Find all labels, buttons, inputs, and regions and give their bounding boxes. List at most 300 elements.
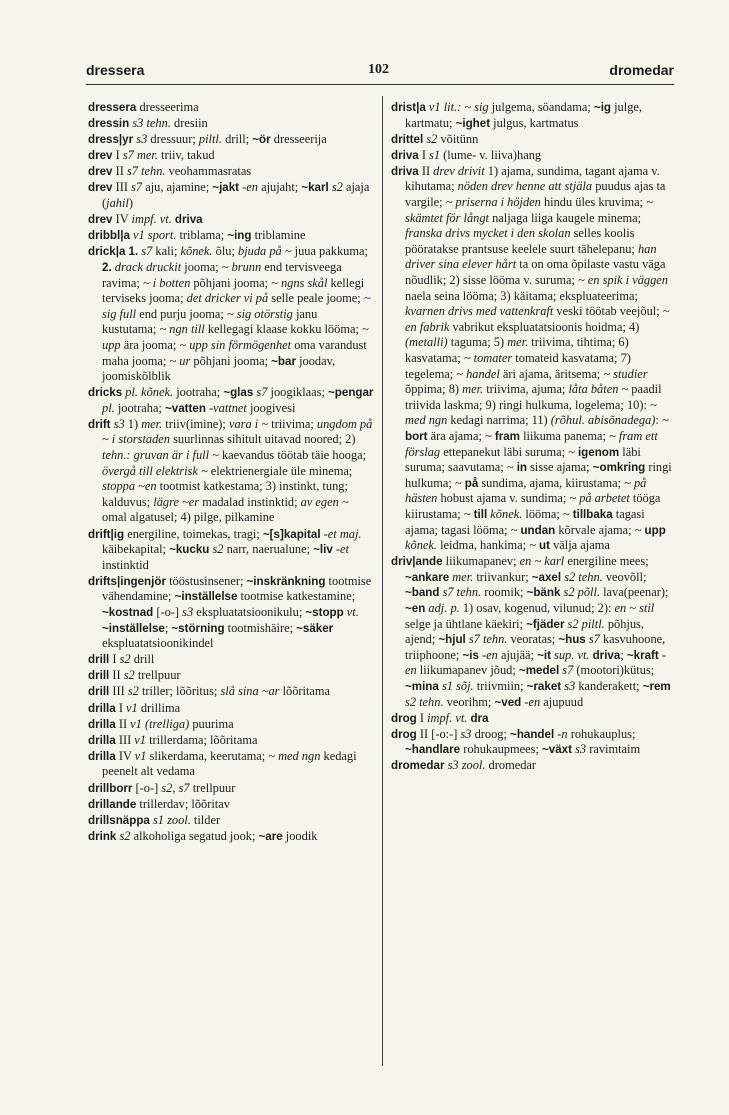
entry-keyword: upp xyxy=(644,523,666,537)
entry-keyword: drittel xyxy=(391,132,424,146)
entry-text: liikumapanev; xyxy=(442,554,520,569)
entry-keyword: drift|ig xyxy=(88,527,125,541)
entry-italic-text: s1 sõj. xyxy=(438,678,474,693)
entry-keyword: drev xyxy=(88,181,113,195)
entry-text: triivankur; xyxy=(473,569,532,584)
entry-text: tomateid kasvatama; 7) tegelema; xyxy=(405,351,631,381)
entry-text: juua pakkuma; xyxy=(291,244,368,259)
entry-italic-text: det dricker vi på xyxy=(186,291,269,306)
entry-keyword: dress|yr xyxy=(88,133,134,147)
entry-text: võitünn xyxy=(437,131,479,146)
entry-italic-text: drack druckit xyxy=(111,259,182,274)
entry-keyword: drifts|ingenjör xyxy=(88,574,166,588)
entry-text: oma varandust maha jooma; xyxy=(102,337,367,368)
entry-text: IV xyxy=(115,748,135,763)
entry-keyword: ~inskränkning xyxy=(246,574,326,588)
entry-italic-text: impf. vt. xyxy=(427,710,468,725)
entry-italic-text: kõnek. xyxy=(180,244,213,259)
dictionary-entry xyxy=(88,164,374,180)
entry-italic-text: v1 xyxy=(134,732,146,747)
dictionary-entry xyxy=(88,385,374,416)
entry-italic-text: franska drivs mycket i den skolan xyxy=(405,226,571,241)
dictionary-entry xyxy=(88,100,374,116)
entry-italic-text: ~ brunn xyxy=(221,259,262,274)
entry-keyword: ~hjul xyxy=(438,633,466,647)
entry-text: naela seina lööma; 3) käitama; ekspluateerima; xyxy=(405,288,638,303)
dictionary-entry xyxy=(391,132,677,148)
header-left-word: dressera xyxy=(86,62,145,78)
entry-keyword: ~[s]kapital xyxy=(262,527,321,541)
entry-keyword: ~karl xyxy=(301,181,329,195)
entry-italic-text: ~ xyxy=(463,506,471,521)
dictionary-entry xyxy=(391,554,677,710)
entry-italic-text: ~ på arbetet xyxy=(569,491,630,506)
entry-keyword: bort xyxy=(405,429,428,443)
dictionary-entry xyxy=(88,212,374,228)
entry-keyword: ~axel xyxy=(531,570,562,584)
entry-text: selle peale joome; xyxy=(268,291,364,306)
entry-text: triller; lõõritus; xyxy=(138,684,221,699)
entry-italic-text: s3 xyxy=(133,132,148,147)
entry-italic-text: av egen ~ xyxy=(300,494,349,509)
entry-text: joodik xyxy=(282,828,318,843)
entry-italic-text: stoppa ~en xyxy=(102,479,157,494)
dictionary-entry xyxy=(88,652,374,668)
entry-text: tootmise vähendamine; xyxy=(102,573,372,604)
entry-keyword: ~mina xyxy=(405,679,439,693)
entry-italic-text: s7 xyxy=(559,663,574,678)
entry-italic-text: s7 mer. xyxy=(122,148,158,163)
entry-keyword: ~ighet xyxy=(455,116,491,130)
entry-text: trillerdav; lõõritav xyxy=(136,796,230,811)
entry-italic-text: s2 xyxy=(127,684,139,699)
entry-keyword: ~bänk xyxy=(526,586,561,600)
entry-italic-text: ~ upp xyxy=(102,322,369,352)
entry-text: läbi suruma; saavutama; xyxy=(405,444,641,475)
entry-text: rohukaupmees; xyxy=(460,742,542,757)
entry-text: narr, naerualune; xyxy=(223,542,314,557)
entry-text: alkoholiga segatud jook; xyxy=(130,828,259,843)
entry-text: triivima, tihtima; 6) kasvatama; xyxy=(405,335,629,365)
entry-italic-text: s3 xyxy=(460,726,472,741)
entry-keyword: drilla xyxy=(88,749,116,763)
entry-italic-text: bjuda på ~ xyxy=(238,244,292,259)
entry-keyword: dribbl|a xyxy=(88,229,130,243)
entry-italic-text: s7 tehn. xyxy=(465,632,508,647)
entry-text: hobust ajama v. sundima; xyxy=(437,491,570,506)
entry-italic-text: v1 xyxy=(134,748,147,763)
entry-text: madalad instinktid; xyxy=(199,494,301,509)
entry-italic-text: ~ xyxy=(510,522,518,537)
entry-italic-text: en ~ karl xyxy=(519,554,565,569)
entry-text: ; xyxy=(164,620,172,635)
entry-keyword: ~rem xyxy=(642,679,671,693)
dictionary-entry xyxy=(391,148,677,164)
entry-keyword: ~are xyxy=(258,829,283,843)
entry-italic-text: (metalli) xyxy=(405,335,448,350)
dictionary-entry xyxy=(88,829,374,845)
entry-keyword: drillande xyxy=(88,797,137,811)
entry-keyword: driva xyxy=(391,148,419,162)
entry-keyword: ~liv xyxy=(313,543,333,557)
entry-keyword: ~pengar xyxy=(328,386,374,400)
entry-keyword: ~medel xyxy=(518,664,560,678)
entry-text: põhjani jooma; xyxy=(190,353,272,368)
entry-text: I xyxy=(115,700,127,715)
entry-keyword: driv|ande xyxy=(391,555,443,569)
entry-keyword: drillsnäppa xyxy=(88,813,150,827)
entry-keyword: drev xyxy=(88,149,113,163)
entry-text: tööstusinsener; xyxy=(165,573,247,588)
entry-keyword: driva xyxy=(391,164,419,178)
entry-italic-text: v1 xyxy=(126,700,138,715)
entry-italic-text: ~ på hästen xyxy=(405,475,647,506)
entry-text: ära ajama; xyxy=(427,428,485,443)
entry-italic-text: pl. xyxy=(102,400,115,415)
entry-text: triivmiin; xyxy=(473,678,527,693)
entry-italic-text: -et maj. xyxy=(320,526,362,541)
entry-text: dressuur; xyxy=(147,132,199,147)
entry-keyword: drilla xyxy=(88,717,116,731)
entry-italic-text: s2 tehn. xyxy=(405,694,444,709)
entry-text: leidma, hankima; xyxy=(437,538,530,553)
entry-text: kellegagi klaase kokku lööma; xyxy=(204,322,362,337)
entry-italic-text: mer. xyxy=(507,335,529,350)
entry-text: lava(peenar); xyxy=(600,585,669,600)
entry-italic-text: ~ med ngn xyxy=(268,748,321,763)
entry-text: elektrienergiale üle minema; xyxy=(207,463,353,478)
entry-text: vabrikut ekspluatatsioonis hoidma; 4) xyxy=(449,319,640,334)
dictionary-entry xyxy=(88,684,374,700)
entry-italic-text: s3 xyxy=(110,416,125,431)
entry-keyword: dromedar xyxy=(391,759,445,773)
page-number: 102 xyxy=(368,62,389,77)
entry-text: tootmist katkestama; 3) instinkt, tung; kalduvus; xyxy=(102,479,348,509)
entry-italic-text: slå sina ~ar xyxy=(220,684,280,699)
entry-keyword: drill xyxy=(88,653,110,667)
entry-keyword: undan xyxy=(520,523,556,537)
entry-keyword: ~ör xyxy=(252,133,271,147)
entry-keyword: drilla xyxy=(88,701,116,715)
entry-italic-text: ~ priserna i höjden xyxy=(445,195,541,210)
entry-text: 1) xyxy=(124,416,142,431)
entry-keyword: ~ankare xyxy=(405,570,450,584)
entry-text: tilder xyxy=(190,812,221,827)
entry-text: joogivesi xyxy=(246,400,296,415)
entry-italic-text: v1 sport. xyxy=(129,228,177,243)
entry-italic-text: mer. xyxy=(449,569,474,584)
entry-text: selles koolis pööratakse prantsuse keelele suurt tähelepanu; xyxy=(405,226,638,256)
entry-keyword: ~raket xyxy=(526,679,562,693)
dictionary-entry xyxy=(88,574,374,652)
column-divider xyxy=(382,96,383,1066)
entry-italic-text: ~ xyxy=(454,475,462,490)
entry-italic-text: -en xyxy=(405,647,666,678)
entry-text: ekspluatatsioonikindel xyxy=(102,636,214,651)
entry-keyword: ~stopp xyxy=(305,606,344,619)
entry-text: põhjani jooma; xyxy=(190,275,272,290)
entry-text: slikerdama, keerutama; xyxy=(146,748,269,763)
entry-keyword: ~säker xyxy=(296,621,334,635)
entry-italic-text: ~ sig otörstig xyxy=(226,306,293,321)
entry-italic-text: -vattnet xyxy=(205,400,247,415)
entry-italic-text: ~ xyxy=(634,522,642,537)
entry-text: III xyxy=(115,732,135,747)
entry-text: drill xyxy=(130,652,155,667)
entry-italic-text: kõnek. xyxy=(405,538,437,553)
entry-text: tootmishäire; xyxy=(224,620,297,635)
entry-text: veorihm; xyxy=(443,694,495,709)
entry-text: põhjus, ajend; xyxy=(405,616,644,647)
entry-italic-text: s7 tehn. xyxy=(126,164,166,179)
entry-italic-text: -et xyxy=(332,542,349,557)
entry-keyword: drev xyxy=(88,165,113,179)
entry-keyword: drick|a xyxy=(88,245,126,259)
entry-italic-text: drev drivit xyxy=(433,163,485,178)
entry-text: liikumapanev jõud; xyxy=(416,663,519,678)
entry-text: jootraha; xyxy=(114,400,165,415)
entry-text: veohammasratas xyxy=(165,164,252,179)
entry-italic-text: s2 xyxy=(423,131,438,146)
entry-italic-text: s2 xyxy=(123,668,135,683)
entry-keyword: ~glas xyxy=(223,386,254,400)
dictionary-entry xyxy=(88,749,374,780)
entry-text: liikuma panema; xyxy=(519,428,610,443)
entry-keyword: 2. xyxy=(102,260,112,274)
entry-italic-text: piltl. xyxy=(198,132,222,147)
entry-text: kanderakett; xyxy=(575,678,643,693)
dictionary-entry xyxy=(88,781,374,797)
entry-text: hindu üles kruvima; xyxy=(540,195,647,210)
entry-italic-text: v1 lit.: ~ sig xyxy=(425,100,489,114)
entry-keyword: drilla xyxy=(88,733,116,747)
entry-text: ta on oma õpilaste vastu väga nõudlik; 2) sisse lööma v. suruma; xyxy=(405,257,666,288)
entry-text: energiline mees; xyxy=(564,554,649,569)
entry-text: suurlinnas sihitult uitavad noored; 2) xyxy=(169,432,356,447)
entry-text: drill; xyxy=(221,132,253,147)
entry-keyword: ~kucku xyxy=(169,543,210,557)
dictionary-entry xyxy=(391,711,677,727)
entry-italic-text: s2 xyxy=(119,652,131,667)
entry-text: kõrvale ajama; xyxy=(555,522,635,537)
entry-text: ekspluatatsioonikulu; xyxy=(193,605,306,619)
entry-text: tootmise katkestamine; xyxy=(237,589,356,604)
entry-text: instinktid xyxy=(102,557,149,572)
entry-text: kedagi narrima; 11) xyxy=(447,413,551,428)
entry-text: triivima; xyxy=(268,416,317,431)
entry-italic-text: v1 (trelliga) xyxy=(130,716,190,731)
entry-text: I xyxy=(418,147,430,162)
entry-text: end purju jooma; xyxy=(136,306,227,321)
entry-italic-text: ~ i botten xyxy=(142,275,191,290)
entry-italic-text: en ~ stil xyxy=(614,601,655,615)
entry-keyword: driva xyxy=(174,213,203,227)
entry-text: IV xyxy=(112,212,132,227)
entry-italic-text: tehn.: gruvan är i full ~ xyxy=(102,448,219,463)
entry-text: puudus ajas ta vargile; xyxy=(405,179,666,210)
entry-text: [-o-] xyxy=(153,605,183,619)
entry-italic-text: övergå till elektrisk ~ xyxy=(102,463,208,478)
entry-text: julgus, kartmatus xyxy=(490,115,579,130)
left-column xyxy=(88,100,374,844)
entry-italic-text: -n xyxy=(554,726,568,741)
entry-italic-text: ~ med ngn xyxy=(405,397,657,428)
entry-keyword: drink xyxy=(88,829,117,843)
entry-text: (lume- v. liiva)hang xyxy=(440,147,542,162)
entry-text: II xyxy=(112,164,127,179)
entry-text: end tervisveega ravima; xyxy=(102,259,342,290)
dictionary-entry xyxy=(88,228,374,244)
entry-italic-text: ~ en fabrik xyxy=(405,304,670,334)
entry-text: tagasi ajama; tagasi lööma; xyxy=(405,506,645,537)
entry-text: õlu; xyxy=(212,244,239,259)
entry-keyword: ~omkring xyxy=(592,461,646,475)
entry-text: 1) ajama, sundima, tagant ajama v. kihutama; xyxy=(405,163,660,194)
entry-text: sundima, ajama, kiirustama; xyxy=(478,475,625,490)
entry-italic-text: -en xyxy=(478,647,498,662)
entry-italic-text: vt. xyxy=(343,605,359,619)
entry-text: naljaga liiga kaugele minema; xyxy=(488,210,642,225)
entry-italic-text: ~ sig full xyxy=(102,291,371,321)
entry-text: III xyxy=(112,180,132,195)
entry-text: dresseerija xyxy=(270,132,327,147)
dictionary-entry xyxy=(88,527,374,574)
entry-italic-text: s2 xyxy=(328,180,343,195)
entry-italic-text: s2 põll. xyxy=(560,585,600,600)
entry-text: ajupuud xyxy=(540,694,584,709)
entry-keyword: ~ig xyxy=(593,101,612,114)
entry-text: II [-o:-] xyxy=(416,726,461,741)
dictionary-entry xyxy=(88,417,374,526)
dictionary-entry xyxy=(88,701,374,717)
entry-keyword: till xyxy=(473,507,488,521)
entry-text: trellpuur xyxy=(189,780,236,795)
entry-keyword: ~ing xyxy=(227,229,252,243)
dictionary-entry xyxy=(88,797,374,813)
entry-italic-text: s2 xyxy=(116,828,131,843)
entry-keyword: ~inställelse xyxy=(174,590,238,604)
header-rule xyxy=(86,84,674,85)
entry-italic-text: han driver sina elever hårt xyxy=(405,241,657,272)
entry-text: II xyxy=(109,668,124,683)
entry-italic-text: impf. vt. xyxy=(131,212,172,227)
entry-italic-text: kvarnen drivs med vattenkraft xyxy=(405,304,554,319)
entry-keyword: 1. xyxy=(128,245,139,259)
entry-text: lööma; xyxy=(522,506,563,521)
entry-keyword: dressin xyxy=(88,117,130,131)
entry-italic-text: s3 xyxy=(561,678,576,693)
entry-text: I xyxy=(416,710,428,725)
entry-text: 1) osav, kogenud, vilunud; 2): xyxy=(459,601,615,615)
entry-italic-text: s3 zool. xyxy=(444,758,486,773)
entry-text: jooma; xyxy=(181,259,222,274)
entry-italic-text: ~ xyxy=(661,413,669,428)
entry-keyword: igenom xyxy=(577,445,620,459)
entry-keyword: drill xyxy=(88,685,110,699)
dictionary-entry xyxy=(88,132,374,148)
entry-keyword: tillbaka xyxy=(572,507,613,521)
entry-italic-text: s2, s7 xyxy=(161,780,190,795)
entry-text: käibekapital; xyxy=(102,542,170,557)
entry-text: ajujää; xyxy=(497,647,538,662)
entry-text: ) xyxy=(128,196,133,211)
dictionary-entry xyxy=(88,116,374,132)
entry-keyword: fram xyxy=(494,429,520,443)
right-column xyxy=(391,100,677,774)
entry-text: II xyxy=(115,716,131,731)
entry-text: julge, kartmatu; xyxy=(405,100,642,130)
entry-italic-text: ~ xyxy=(506,460,514,475)
entry-text: omal algatusel; 4) pilge, pilkamine xyxy=(102,510,275,525)
entry-text: õppima; 8) xyxy=(405,382,463,397)
entry-keyword: dra xyxy=(470,711,489,725)
entry-italic-text: kõnek. xyxy=(487,506,523,521)
entry-text: veoratas; xyxy=(507,632,559,647)
entry-text: ; xyxy=(620,647,627,662)
entry-italic-text: ungdom på ~ i storstaden xyxy=(102,416,373,447)
entry-italic-text: sup. vt. xyxy=(550,647,590,662)
entry-keyword: drist|a xyxy=(391,101,426,114)
entry-text: joogiklaas; xyxy=(267,385,329,400)
entry-keyword: ~växt xyxy=(542,743,572,757)
entry-text: ajujaht; xyxy=(257,180,302,195)
entry-text: (mootori)kütus; xyxy=(573,663,655,678)
entry-italic-text: ~ xyxy=(562,506,570,521)
entry-italic-text: ~ tomater xyxy=(463,351,513,365)
entry-text: kasvuhoone, triiphoone; xyxy=(405,632,666,662)
entry-italic-text: jahil xyxy=(106,196,129,211)
entry-text: kaevandus töötab täie hooga; xyxy=(218,448,367,463)
dictionary-entry xyxy=(88,813,374,829)
dictionary-entry xyxy=(391,758,677,774)
entry-keyword: ~ved xyxy=(494,695,522,709)
entry-text: ära jooma; xyxy=(120,337,180,352)
entry-text: triivima, ajuma; xyxy=(483,382,569,397)
dictionary-entry xyxy=(88,180,374,211)
entry-keyword: ~hus xyxy=(558,633,586,647)
entry-text: janu kustutama; xyxy=(102,306,318,337)
entry-text: triiv, takud xyxy=(157,148,215,163)
entry-text: I xyxy=(112,148,123,163)
entry-keyword: ~band xyxy=(405,586,440,600)
entry-text: aju, ajamine; xyxy=(142,180,213,195)
entry-keyword: drog xyxy=(391,711,417,725)
entry-text: tööga kiirustama; xyxy=(405,491,661,521)
entry-keyword: in xyxy=(516,461,527,475)
entry-italic-text: s2 xyxy=(209,542,224,557)
entry-italic-text: s1 zool. xyxy=(149,812,191,827)
entry-text: energiline, toimekas, tragi; xyxy=(124,526,263,541)
entry-italic-text: ~ en spik i väggen xyxy=(578,273,668,288)
entry-keyword: ~is xyxy=(462,648,479,662)
entry-text: puurima xyxy=(189,716,234,731)
entry-text: rohukauplus; xyxy=(567,726,636,741)
dictionary-entry xyxy=(88,148,374,164)
entry-keyword: ~fjäder xyxy=(526,617,565,631)
entry-text: välja ajama xyxy=(550,538,610,553)
entry-text: julgema, söandama; xyxy=(488,100,594,114)
entry-italic-text: -en xyxy=(521,694,541,709)
entry-italic-text: adj. p. xyxy=(425,601,460,615)
entry-italic-text: s7 xyxy=(138,244,153,259)
dictionary-entry xyxy=(88,668,374,684)
entry-keyword: driva xyxy=(592,648,621,662)
entry-italic-text: s1 xyxy=(429,147,441,162)
entry-text: veovõll; xyxy=(602,569,647,584)
entry-text: ravimtaim xyxy=(586,742,641,757)
entry-italic-text: nöden drev henne att stjäla xyxy=(457,179,593,194)
entry-keyword: ~kraft xyxy=(626,648,659,662)
